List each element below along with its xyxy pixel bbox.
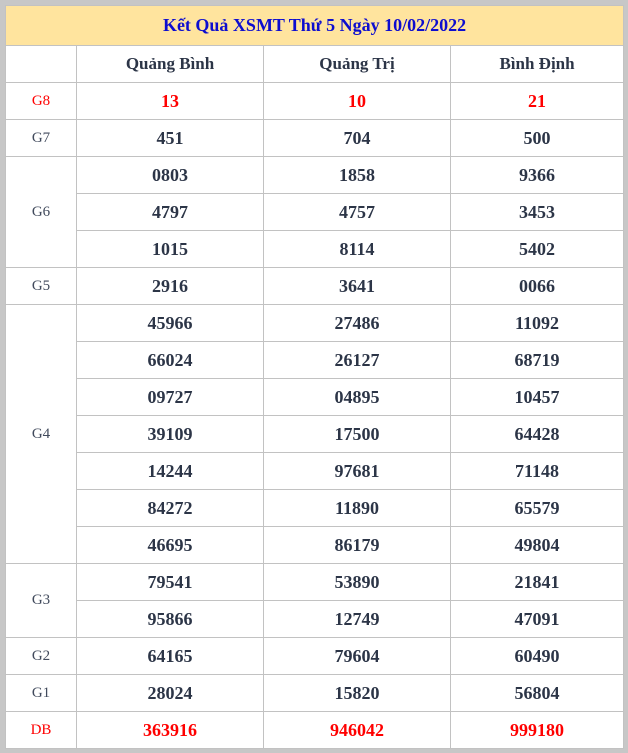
prize-value: 3453 — [451, 194, 624, 231]
prize-value: 64428 — [451, 416, 624, 453]
result-row — [6, 638, 624, 675]
prize-value: 95866 — [77, 601, 264, 638]
prize-value: 15820 — [264, 675, 451, 712]
result-row — [6, 305, 624, 342]
prize-value: 1015 — [77, 231, 264, 268]
prize-value: 60490 — [451, 638, 624, 675]
prize-value: 56804 — [451, 675, 624, 712]
prize-value: 21 — [451, 83, 624, 120]
prize-value: 1858 — [264, 157, 451, 194]
prize-value: 45966 — [77, 305, 264, 342]
prize-value: 946042 — [264, 712, 451, 749]
result-row — [6, 453, 624, 490]
prize-value: 79604 — [264, 638, 451, 675]
prize-value: 21841 — [451, 564, 624, 601]
prize-value: 10 — [264, 83, 451, 120]
prize-value: 28024 — [77, 675, 264, 712]
prize-value: 8114 — [264, 231, 451, 268]
prize-value: 86179 — [264, 527, 451, 564]
prize-value: 12749 — [264, 601, 451, 638]
prize-value: 704 — [264, 120, 451, 157]
column-header-row — [6, 46, 624, 83]
result-row — [6, 527, 624, 564]
prize-value: 46695 — [77, 527, 264, 564]
prize-value: 4797 — [77, 194, 264, 231]
result-row — [6, 194, 624, 231]
prize-value: 04895 — [264, 379, 451, 416]
column-header: Quảng Trị — [264, 46, 451, 83]
prize-label-g6: G6 — [6, 157, 77, 268]
prize-value: 13 — [77, 83, 264, 120]
prize-value: 0066 — [451, 268, 624, 305]
prize-label-g5: G5 — [6, 268, 77, 305]
prize-value: 4757 — [264, 194, 451, 231]
result-row — [6, 157, 624, 194]
prize-value: 71148 — [451, 453, 624, 490]
prize-value: 09727 — [77, 379, 264, 416]
prize-value: 11890 — [264, 490, 451, 527]
prize-value: 363916 — [77, 712, 264, 749]
result-row — [6, 231, 624, 268]
result-row — [6, 601, 624, 638]
prize-value: 49804 — [451, 527, 624, 564]
result-row — [6, 490, 624, 527]
prize-value: 17500 — [264, 416, 451, 453]
prize-value: 9366 — [451, 157, 624, 194]
result-row — [6, 342, 624, 379]
prize-label-g2: G2 — [6, 638, 77, 675]
result-row — [6, 83, 624, 120]
prize-value: 97681 — [264, 453, 451, 490]
result-row — [6, 379, 624, 416]
prize-label-g3: G3 — [6, 564, 77, 638]
prize-label-g1: G1 — [6, 675, 77, 712]
prize-label-db: DB — [6, 712, 77, 749]
prize-value: 39109 — [77, 416, 264, 453]
result-row — [6, 564, 624, 601]
corner-cell — [6, 46, 77, 83]
prize-value: 3641 — [264, 268, 451, 305]
result-row — [6, 675, 624, 712]
prize-value: 64165 — [77, 638, 264, 675]
result-row — [6, 712, 624, 749]
prize-value: 10457 — [451, 379, 624, 416]
results-title: Kết Quả XSMT Thứ 5 Ngày 10/02/2022 — [6, 6, 624, 46]
prize-label-g7: G7 — [6, 120, 77, 157]
prize-value: 500 — [451, 120, 624, 157]
lottery-results-table — [5, 5, 624, 749]
result-row — [6, 268, 624, 305]
column-header: Bình Định — [451, 46, 624, 83]
result-row — [6, 416, 624, 453]
prize-label-g4: G4 — [6, 305, 77, 564]
results-body — [6, 83, 624, 749]
prize-value: 65579 — [451, 490, 624, 527]
prize-value: 5402 — [451, 231, 624, 268]
title-row — [6, 6, 624, 46]
prize-value: 2916 — [77, 268, 264, 305]
prize-value: 53890 — [264, 564, 451, 601]
prize-value: 14244 — [77, 453, 264, 490]
prize-label-g8: G8 — [6, 83, 77, 120]
column-header: Quảng Bình — [77, 46, 264, 83]
prize-value: 79541 — [77, 564, 264, 601]
result-row — [6, 120, 624, 157]
prize-value: 66024 — [77, 342, 264, 379]
prize-value: 68719 — [451, 342, 624, 379]
prize-value: 11092 — [451, 305, 624, 342]
prize-value: 27486 — [264, 305, 451, 342]
prize-value: 0803 — [77, 157, 264, 194]
prize-value: 47091 — [451, 601, 624, 638]
prize-value: 26127 — [264, 342, 451, 379]
prize-value: 451 — [77, 120, 264, 157]
prize-value: 999180 — [451, 712, 624, 749]
prize-value: 84272 — [77, 490, 264, 527]
